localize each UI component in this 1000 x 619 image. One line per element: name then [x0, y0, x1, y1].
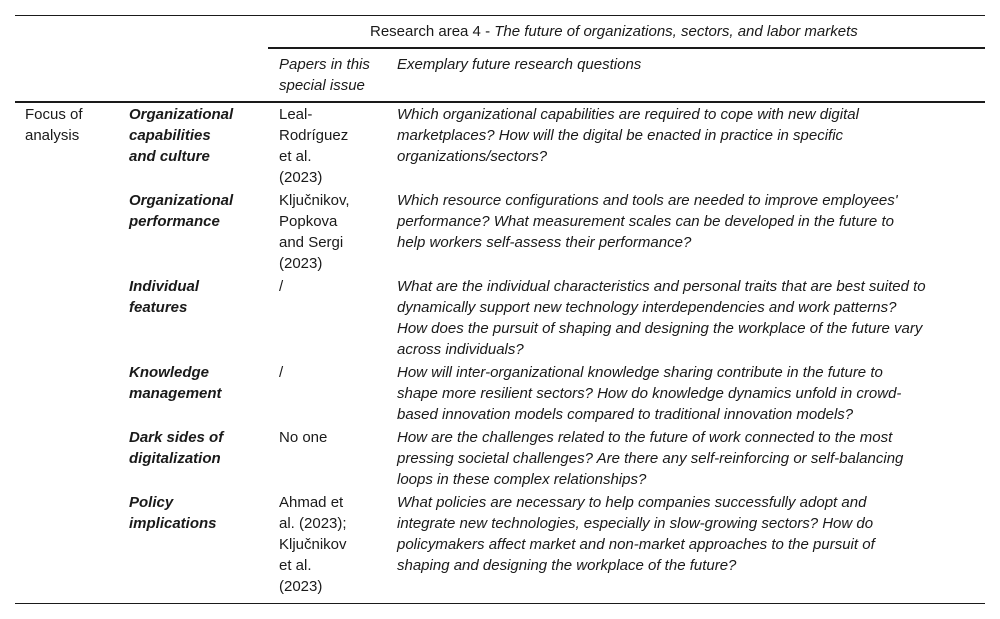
topic-line: performance — [129, 213, 220, 230]
table-row-papers — [279, 492, 347, 597]
papers-line: / — [279, 364, 284, 381]
topic-line: digitalization — [129, 450, 221, 467]
topic-line: management — [129, 385, 222, 402]
table-top-rule — [15, 15, 985, 16]
table-row-questions — [397, 104, 859, 167]
topic-line: Policy — [129, 494, 174, 511]
table-row-papers — [279, 427, 327, 448]
column-header-papers-line: Papers in this — [279, 56, 370, 73]
papers-line: et al. — [279, 148, 312, 165]
question-line: integrate new technologies, especially in slow-growing sectors? How do — [397, 515, 874, 532]
papers-line: Ključnikov, — [279, 192, 350, 209]
table-row-topic — [129, 362, 222, 404]
question-line: organizations/sectors? — [397, 148, 548, 165]
table-row-topic — [129, 492, 217, 534]
focus-of-analysis-label — [25, 104, 83, 146]
focus-label-line: analysis — [25, 127, 80, 144]
papers-line: Ahmad et — [279, 494, 344, 511]
question-line: Which resource configurations and tools are needed to improve employees' — [397, 192, 898, 209]
question-line: policymakers affect market and non-market approaches to the pursuit of — [397, 536, 875, 553]
topic-line: Dark sides of — [129, 429, 224, 446]
papers-line: and Sergi — [279, 234, 344, 251]
papers-line: al. (2023); — [279, 515, 347, 532]
table-row-topic — [129, 427, 223, 469]
focus-label-line: Focus of — [25, 106, 83, 123]
table-row-papers — [279, 104, 348, 188]
table-row-papers — [279, 190, 350, 274]
column-header-questions: Exemplary future research questions — [397, 56, 642, 73]
papers-line: Ključnikov — [279, 536, 347, 553]
papers-line: (2023) — [279, 255, 323, 272]
table-row-questions — [397, 190, 898, 253]
column-header-papers-line: special issue — [279, 77, 365, 94]
table-row-questions — [397, 276, 926, 360]
table-row-questions — [397, 362, 901, 425]
question-line: What policies are necessary to help companies successfully adopt and — [397, 494, 867, 511]
table-row-papers — [279, 362, 283, 383]
papers-line: (2023) — [279, 169, 323, 186]
table-row-topic — [129, 276, 199, 318]
topic-line: features — [129, 299, 188, 316]
topic-line: and culture — [129, 148, 210, 165]
question-line: shape more resilient sectors? How do knowledge dynamics unfold in crowd- — [397, 385, 902, 402]
question-line: help workers self-assess their performance? — [397, 234, 692, 251]
topic-line: capabilities — [129, 127, 211, 144]
question-line: What are the individual characteristics and personal traits that are best suited to — [397, 278, 926, 295]
question-line: Which organizational capabilities are required to cope with new digital — [397, 106, 859, 123]
papers-line: Popkova — [279, 213, 338, 230]
table-row-questions — [397, 427, 903, 490]
question-line: shaping and designing the workplace of the future? — [397, 557, 737, 574]
question-line: dynamically support new technology interdependencies and work patterns? — [397, 299, 897, 316]
research-area-title: The future of organizations, sectors, and labor markets — [494, 23, 858, 40]
table-row-questions — [397, 492, 875, 576]
topic-line: Organizational — [129, 192, 234, 209]
table-row-topic — [129, 104, 233, 167]
research-area-prefix: Research area 4 - — [370, 23, 495, 40]
header-bottom-rule — [15, 101, 985, 103]
papers-line: (2023) — [279, 578, 323, 595]
table-row-papers — [279, 276, 283, 297]
papers-line: et al. — [279, 557, 312, 574]
question-line: pressing societal challenges? Are there any self-reinforcing or self-balancing — [397, 450, 904, 467]
research-area-header — [370, 21, 858, 42]
table-bottom-rule — [15, 603, 985, 604]
question-line: loops in these complex relationships? — [397, 471, 647, 488]
question-line: based innovation models compared to traditional innovation models? — [397, 406, 854, 423]
papers-line: No one — [279, 429, 328, 446]
question-line: across individuals? — [397, 341, 524, 358]
question-line: How will inter-organizational knowledge sharing contribute in the future to — [397, 364, 883, 381]
papers-line: Rodríguez — [279, 127, 349, 144]
question-line: How are the challenges related to the future of work connected to the most — [397, 429, 893, 446]
papers-line: / — [279, 278, 284, 295]
question-line: marketplaces? How will the digital be enacted in practice in specific — [397, 127, 844, 144]
column-header-papers — [279, 54, 370, 96]
question-line: How does the pursuit of shaping and designing the workplace of the future vary — [397, 320, 923, 337]
topic-line: Knowledge — [129, 364, 210, 381]
table-row-topic — [129, 190, 233, 232]
topic-line: Individual — [129, 278, 200, 295]
papers-line: Leal- — [279, 106, 313, 123]
question-line: performance? What measurement scales can be developed in the future to — [397, 213, 894, 230]
topic-line: Organizational — [129, 106, 234, 123]
area-header-rule — [268, 47, 985, 49]
topic-line: implications — [129, 515, 217, 532]
